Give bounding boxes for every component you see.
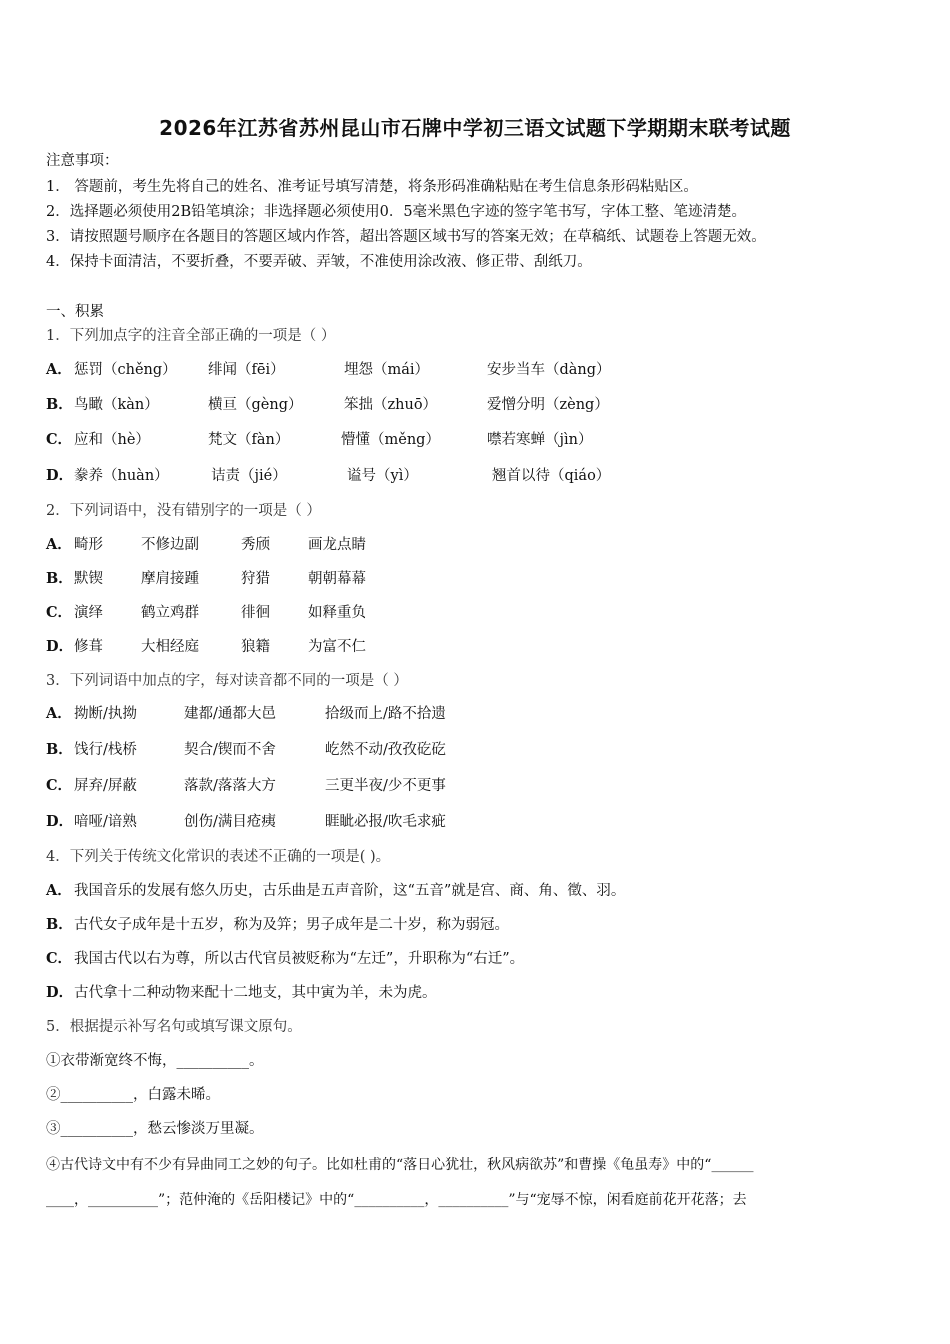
q5-line-5: ____，__________”；范仲淹的《岳阳楼记》中的“__________，__________”与“宠辱不惊，闲看庭前花开花落；去	[46, 1192, 747, 1208]
notice-item-4: 4．保持卡面清洁，不要折叠，不要弄破、弄皱，不准使用涂改液、修正带、刮纸刀。	[46, 254, 592, 270]
question-4-stem: 4．下列关于传统文化常识的表述不正确的一项是( )。	[46, 849, 391, 865]
question-2-stem: 2．下列词语中，没有错别字的一项是（ ）	[46, 503, 321, 519]
q2-option-a-3: 秀颀	[241, 537, 270, 553]
q2-option-a-2: 不修边副	[141, 537, 199, 553]
q1-option-b: B．鸟瞰（kàn）	[46, 396, 159, 413]
q2-option-c: C． 演绎	[46, 604, 103, 621]
notice-heading: 注意事项：	[46, 153, 119, 169]
q2-option-c-2: 鹤立鸡群	[141, 605, 199, 621]
q2-option-d-3: 狼籍	[241, 639, 270, 655]
q4-option-b: B．古代女子成年是十五岁，称为及笄；男子成年是二十岁，称为弱冠。	[46, 916, 509, 933]
q4-option-a: A． 我国音乐的发展有悠久历史，古乐曲是五声音阶，这“五音”就是宫、商、角、徵、羽。	[46, 882, 626, 899]
q5-line-4: ④古代诗文中有不少有异曲同工之妙的句子。比如杜甫的“落日心犹壮，秋风病欲苏”和曹操《龟虽寿》中的“______	[46, 1157, 754, 1173]
q4-option-d: D．古代拿十二种动物来配十二地支，其中寅为羊，未为虎。	[46, 984, 437, 1001]
q3-option-d-2: 创伤/满目疮痍	[184, 814, 276, 830]
q1-option-b-3: 笨拙（zhuō）	[344, 397, 438, 413]
q2-option-d: D．修葺	[46, 638, 103, 655]
section-heading: 一、积累	[46, 304, 104, 320]
q3-option-a-3: 拾级而上/路不拾遗	[325, 706, 446, 722]
q3-option-d: D．喑哑/谙熟	[46, 813, 137, 830]
q3-option-a-2: 建都/通都大邑	[184, 706, 276, 722]
q2-option-a: A． 畸形	[46, 536, 103, 553]
q5-line-1: ①衣带渐宽终不悔，__________。	[46, 1053, 264, 1069]
q1-option-b-2: 横亘（gèng）	[208, 397, 303, 413]
q2-option-d-2: 大相经庭	[141, 639, 199, 655]
q1-option-c-4: 噤若寒蝉（jìn）	[487, 432, 593, 448]
q3-option-b-2: 契合/锲而不舍	[184, 742, 276, 758]
notice-item-1: 1． 答题前，考生先将自己的姓名、准考证号填写清楚，将条形码准确粘贴在考生信息条形码粘贴区。	[46, 179, 698, 195]
q3-option-c: C． 屏弃/屏蔽	[46, 777, 137, 794]
q2-option-b: B．默锲	[46, 570, 103, 587]
question-5-stem: 5．根据提示补写名句或填写课文原句。	[46, 1019, 302, 1035]
q2-option-c-4: 如释重负	[308, 605, 366, 621]
question-1-stem: 1．下列加点字的注音全部正确的一项是（ ）	[46, 328, 336, 344]
q1-option-c-2: 梵文（fàn）	[208, 432, 290, 448]
q2-option-a-4: 画龙点睛	[308, 537, 366, 553]
q3-option-b: B．饯行/栈桥	[46, 741, 137, 758]
q1-option-d-3: 谥号（yì）	[347, 468, 418, 484]
q1-option-d: D．豢养（huàn）	[46, 467, 169, 484]
q2-option-b-2: 摩肩接踵	[141, 571, 199, 587]
q3-option-c-2: 落款/落落大方	[184, 778, 276, 794]
q3-option-b-3: 屹然不动/孜孜矻矻	[325, 742, 446, 758]
q3-option-d-3: 睚眦必报/吹毛求疵	[325, 814, 446, 830]
notice-item-2: 2．选择题必须使用2B铅笔填涂；非选择题必须使用0．5毫米黑色字迹的签字笔书写，字体工整、笔迹清楚。	[46, 204, 747, 220]
q1-option-a-3: 埋怨（mái）	[344, 362, 430, 378]
q5-line-2: ②__________，白露未晞。	[46, 1087, 220, 1103]
q2-option-c-3: 徘徊	[241, 605, 270, 621]
q1-option-d-2: 诘责（jié）	[211, 468, 287, 484]
q1-option-d-4: 翘首以待（qiáo）	[492, 468, 611, 484]
q1-option-a: A． 惩罚（chěng）	[46, 361, 177, 378]
q1-option-a-4: 安步当车（dàng）	[487, 362, 611, 378]
q5-line-3: ③__________，愁云惨淡万里凝。	[46, 1121, 264, 1137]
notice-item-3: 3．请按照题号顺序在各题目的答题区域内作答，超出答题区域书写的答案无效；在草稿纸、试题卷上答题无效。	[46, 229, 766, 245]
question-3-stem: 3．下列词语中加点的字，每对读音都不同的一项是（ ）	[46, 673, 408, 689]
q1-option-b-4: 爱憎分明（zèng）	[487, 397, 609, 413]
q2-option-b-3: 狩猎	[241, 571, 270, 587]
q3-option-c-3: 三更半夜/少不更事	[325, 778, 446, 794]
q1-option-a-2: 绯闻（fēi）	[208, 362, 285, 378]
exam-title: 2026年江苏省苏州昆山市石牌中学初三语文试题下学期期末联考试题	[159, 116, 791, 140]
q3-option-a: A． 拗断/执拗	[46, 705, 137, 722]
q1-option-c: C． 应和（hè）	[46, 431, 150, 448]
q2-option-d-4: 为富不仁	[308, 639, 366, 655]
q4-option-c: C． 我国古代以右为尊，所以古代官员被贬称为“左迁”，升职称为“右迁”。	[46, 950, 525, 967]
q2-option-b-4: 朝朝幕幕	[308, 571, 366, 587]
q1-option-c-3: 懵懂（měng）	[341, 432, 440, 448]
